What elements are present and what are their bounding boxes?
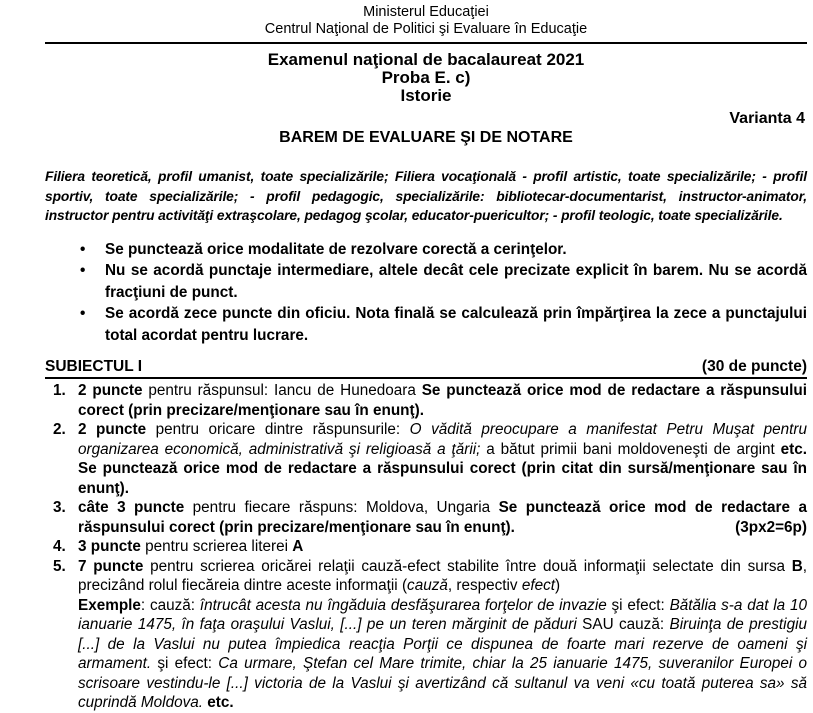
- item-text: 2 puncte pentru răspunsul: Iancu de Hunedoara Se punctează orice mod de redactare a răspunsului corect (prin precizare/menţionare sau în enunţ).: [78, 382, 807, 419]
- center-line: Centrul Naţional de Politici şi Evaluare în Educaţie: [264, 21, 588, 37]
- item-number: 2.: [53, 421, 66, 438]
- header-rule: [45, 42, 807, 44]
- ministry-line: Ministerul Educaţiei: [363, 4, 489, 20]
- list-item: [45, 239, 807, 261]
- rubric-item-4: [45, 537, 807, 557]
- rule-text: Se acordă zece puncte din oficiu. Nota finală se calculează prin împărţirea la zece a punctajului total acordat pentru lucrare.: [105, 305, 807, 344]
- rubric-item-2: [45, 420, 807, 498]
- points-tag: (3px2=6p): [735, 518, 807, 536]
- rubric-items: [45, 381, 807, 713]
- item-number: 5.: [53, 557, 66, 575]
- variant-label: Varianta 4: [729, 110, 805, 127]
- doc-header: [45, 4, 807, 38]
- rule-text: Se punctează orice modalitate de rezolvare corectă a cerinţelor.: [105, 240, 567, 258]
- item-text: 7 puncte pentru scrierea oricărei relaţii cauză-efect stabilite între două informaţii selectate din sursa B, precizând rolul fiecăreia dintre aceste informaţii (cauză, respectiv efect) Exemple: cauză: întrucât acesta nu îngăduia desfăşurarea forţelor de invazie şi efect: Bătălia s-a dat la 10 ianuarie 1475, în faţa oraşului Vaslui, [...] pe un teren mărginit de păduri SAU cauză: Biruinţa de prestigiu [...] de la Vaslui nu putea împiedica reacţia Porţii ce dispunea de foarte mari rezerve de oameni şi armament. şi efect: Ca urmare, Ştefan cel Mare trimite, chiar la 25 ianuarie 1475, suveranilor Europei o scrisoare vestindu-le [...] victoria de la Vaslui şi avertizând că sultanul va veni «cu toată puterea sa» să cuprindă Moldova. etc.: [78, 557, 807, 711]
- rubric-item-3: [45, 498, 807, 537]
- subject-label: SUBIECTUL I: [45, 358, 143, 375]
- list-item: [45, 303, 807, 346]
- rubric-item-1: [45, 381, 807, 420]
- rule-text: Nu se acordă punctaje intermediare, altele decât cele precizate explicit în barem. Nu se acordă fracţiuni de punct.: [105, 262, 807, 301]
- subject-points: (30 de puncte): [701, 358, 807, 375]
- item-number: 3.: [53, 499, 66, 516]
- barem-title: BAREM DE EVALUARE ŞI DE NOTARE: [279, 129, 573, 146]
- item-text: 2 puncte pentru oricare dintre răspunsurile: O vădită preocupare a manifestat Petru Muşat pentru organizarea economică, administrativă şi religioasă a ţării; a bătut primii bani moldoveneşti de argint etc. Se punctează orice mod de redactare a răspunsului corect (prin citat din sursă/menţionare sau în enunţ).: [78, 421, 807, 497]
- bullet-icon: •: [80, 305, 86, 322]
- proba-line: Proba E. c): [381, 68, 471, 87]
- bullet-icon: •: [80, 262, 86, 279]
- bullet-icon: •: [80, 240, 86, 258]
- title-block: [45, 51, 807, 105]
- item-number: 4.: [53, 538, 66, 555]
- discipline-line: Istorie: [400, 86, 452, 105]
- rubric-item-5: [45, 557, 807, 713]
- item-text: 3 puncte pentru scrierea literei A: [78, 538, 304, 555]
- item-text: (3px2=6p) câte 3 puncte pentru fiecare răspuns: Moldova, Ungaria Se punctează orice mod de redactare a răspunsului corect (prin precizare/menţionare sau în enunţ).: [78, 499, 807, 536]
- general-rules-list: [45, 239, 807, 347]
- exam-title: Examenul naţional de bacalaureat 2021: [267, 50, 585, 69]
- subject-heading: [45, 357, 807, 379]
- list-item: [45, 260, 807, 303]
- item-number: 1.: [53, 382, 66, 399]
- filiera-paragraph: Filiera teoretică, profil umanist, toate specializările; Filiera vocaţională - profil artistic, toate specializările; - profil sportiv, toate specializările; - profil pedagogic, specializările: bibliotecar-documentarist, instructor-animator, instructor pentru activităţi extraşcolare, pedagog şcolar, educator-puericultor; - profil teologic, toate specializările.: [45, 169, 807, 223]
